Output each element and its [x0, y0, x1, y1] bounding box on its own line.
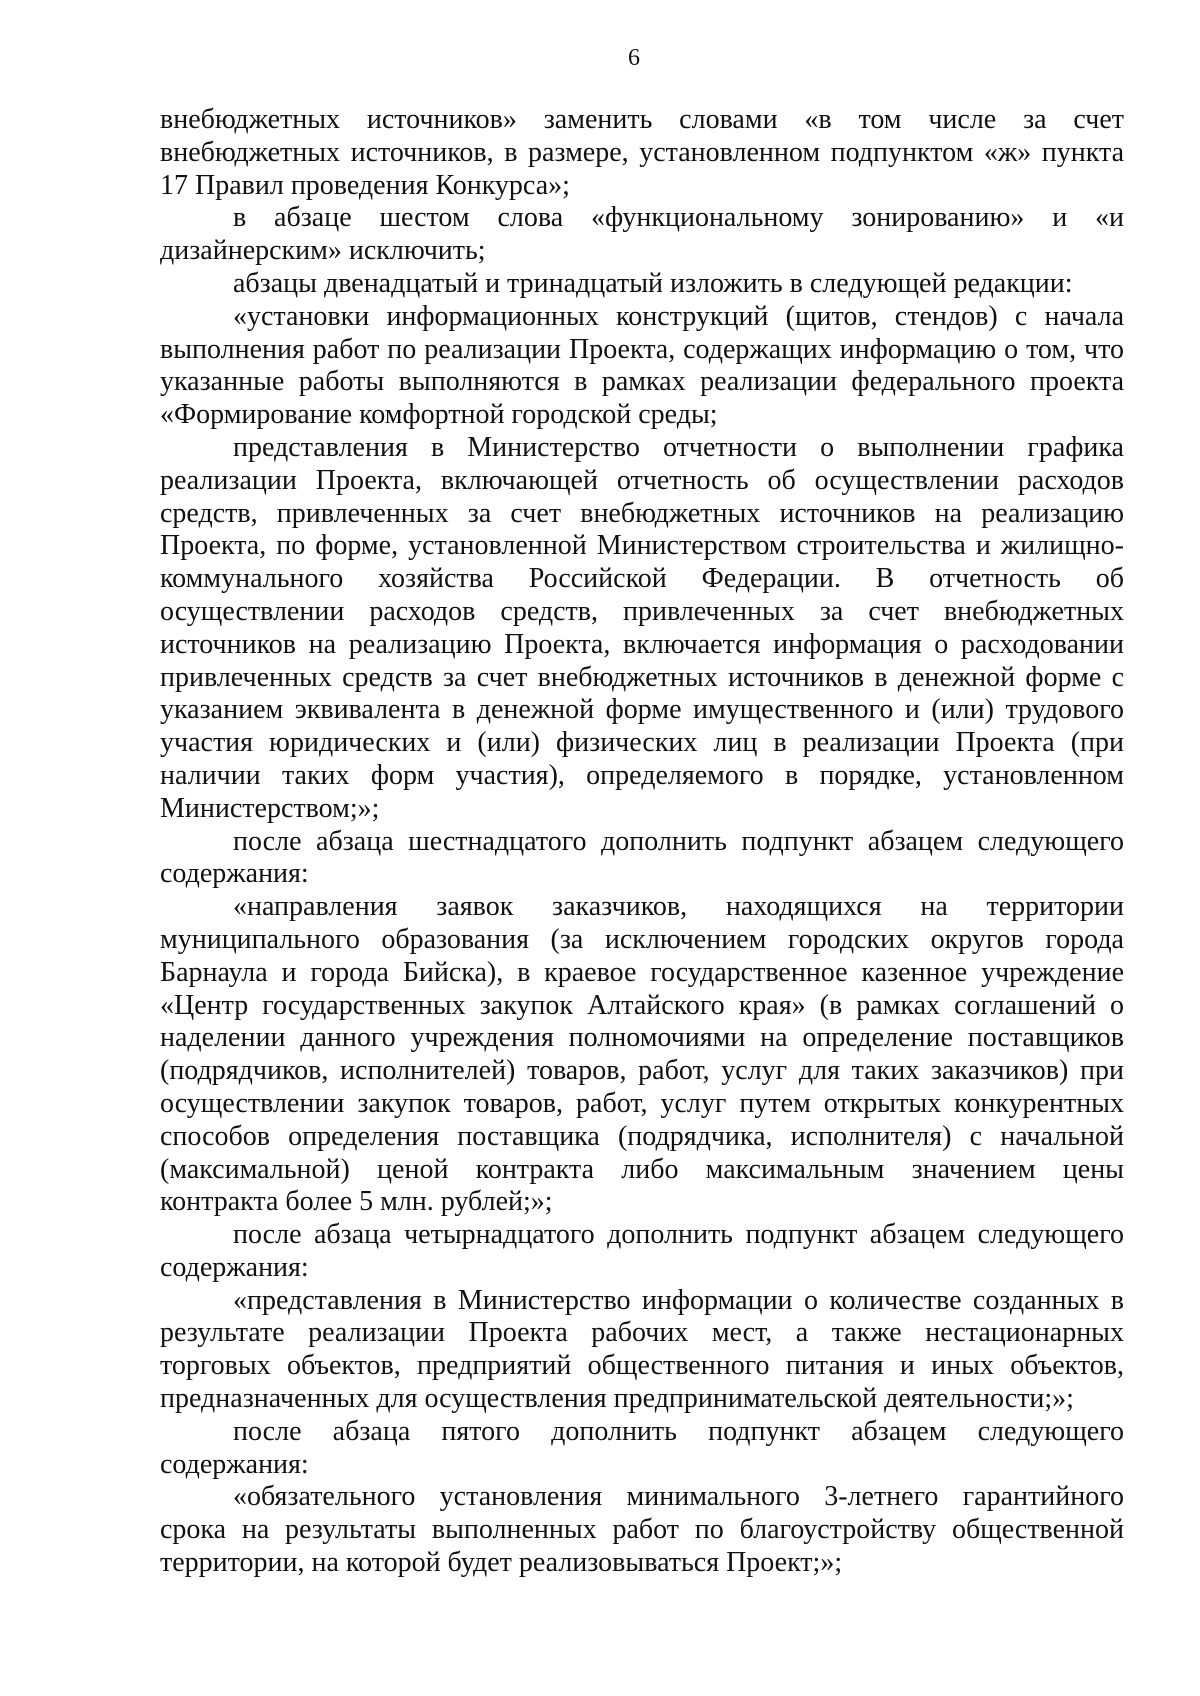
paragraph-quote-jobs-information: «представления в Министерство информации о количестве созданных в результате реализации Проекта рабочих мест, а также нестационарных торговых объектов, предприятий общественного питания и иных объектов, предназначенных для осуществления предпринимательской деятельности;»;: [160, 1284, 1124, 1415]
paragraph-quote-warranty-period: «обязательного установления минимального 3-летнего гарантийного срока на результаты выполненных работ по благоустройству общественной территории, на которой будет реализовываться Проект;»;: [160, 1481, 1124, 1579]
paragraph-amendment-after-abzac-5: после абзаца пятого дополнить подпункт абзацем следующего содержания:: [160, 1415, 1124, 1480]
document-body: [160, 104, 1124, 1580]
paragraph-continuation: внебюджетных источников» заменить словами «в том числе за счет внебюджетных источников, в размере, установленном подпунктом «ж» пункта 17 Правил проведения Конкурса»;: [160, 104, 1124, 201]
paragraph-amendment-after-abzac-14: после абзаца четырнадцатого дополнить подпункт абзацем следующего содержания:: [160, 1219, 1124, 1283]
paragraph-amendment-abzac-6: в абзаце шестом слова «функциональному зонированию» и «и дизайнерским» исключить;: [160, 202, 1124, 267]
paragraph-quote-reporting: представления в Министерство отчетности о выполнении графика реализации Проекта, включающей отчетность об осуществлении расходов средств, привлеченных за счет внебюджетных источников на реализацию Проекта, по форме, установленной Министерством строительства и жилищно-коммунального хозяйства Российской Федерации. В отчетность об осуществлении расходов средств, привлеченных за счет внебюджетных источников на реализацию Проекта, включается информация о расходовании привлеченных средств за счет внебюджетных источников в денежной форме с указанием эквивалента в денежной форме имущественного и (или) трудового участия юридических и (или) физических лиц в реализации Проекта (при наличии таких форм участия), определяемого в порядке, установленном Министерством;»;: [160, 431, 1124, 824]
paragraph-quote-procurement-requests: «направления заявок заказчиков, находящихся на территории муниципального образования (за исключением городских округов города Барнаула и города Бийска), в краевое государственное казенное учреждение «Центр государственных закупок Алтайского края» (в рамках соглашений о наделении данного учреждения полномочиями на определение поставщиков (подрядчиков, исполнителей) товаров, работ, услуг для таких заказчиков) при осуществлении закупок товаров, работ, услуг путем открытых конкурентных способов определения поставщика (подрядчика, исполнителя) с начальной (максимальной) ценой контракта либо максимальным значением цены контракта более 5 млн. рублей;»;: [160, 891, 1124, 1218]
paragraph-amendment-abzacy-12-13: абзацы двенадцатый и тринадцатый изложить в следующей редакции:: [233, 267, 1073, 299]
paragraph-amendment-after-abzac-16: после абзаца шестнадцатого дополнить подпункт абзацем следующего содержания:: [160, 825, 1124, 890]
page-number: 6: [628, 45, 640, 71]
paragraph-quote-informational-constructions: «установки информационных конструкций (щитов, стендов) с начала выполнения работ по реализации Проекта, содержащих информацию о том, что указанные работы выполняются в рамках реализации федерального проекта «Формирование комфортной городской среды;: [160, 300, 1124, 431]
